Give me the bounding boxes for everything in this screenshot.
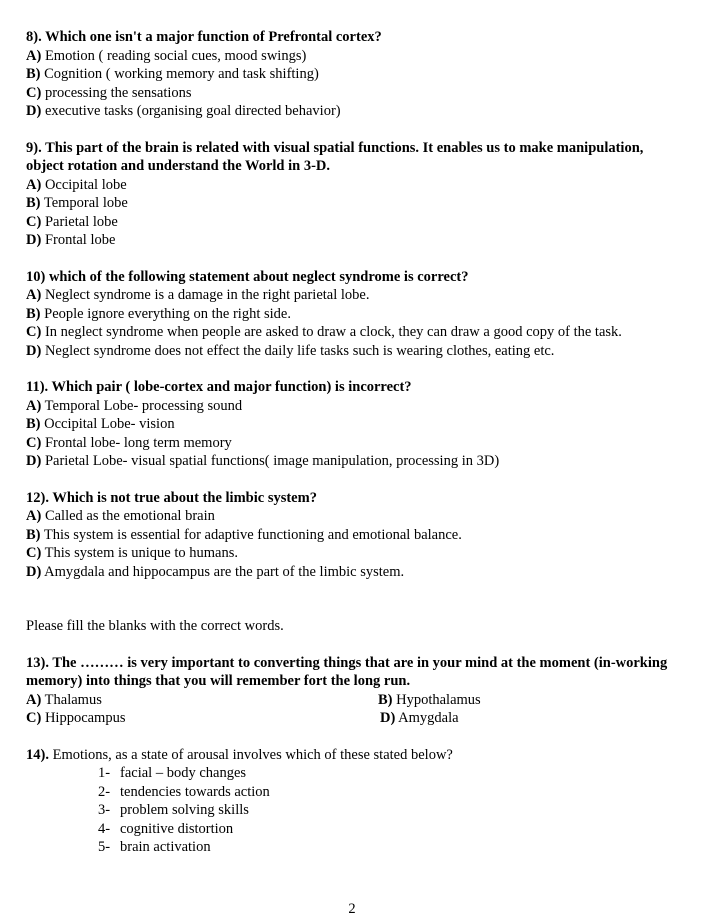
option-c: C) This system is unique to humans.	[26, 545, 239, 561]
question-11	[26, 378, 681, 471]
question-stem: 12). Which is not true about the limbic system?	[26, 489, 317, 506]
option-c: C) Parietal lobe	[26, 213, 118, 230]
question-stem: 13). The ……… is very important to converting things that are in your mind at the moment (in-working memory) into things that you will remember fort the long run.	[26, 654, 668, 689]
question-10	[26, 268, 681, 361]
option-b: B) Hypothalamus	[378, 691, 481, 708]
question-stem: 9). This part of the brain is related with visual spatial functions. It enables us to make manipulation, object rotation and understand the World in 3-D.	[26, 139, 644, 174]
list-item: 5- brain activation	[98, 839, 211, 855]
option-c: C) Frontal lobe- long term memory	[26, 434, 232, 451]
option-c: C) processing the sensations	[26, 84, 192, 101]
option-d: D) Neglect syndrome does not effect the daily life tasks such is wearing clothes, eating etc.	[26, 342, 555, 359]
option-c: C) Hippocampus	[26, 710, 126, 726]
option-b: B) People ignore everything on the right side.	[26, 305, 291, 322]
option-b: B) Cognition ( working memory and task shifting)	[26, 66, 319, 82]
exam-page	[26, 28, 681, 875]
option-a: A) Emotion ( reading social cues, mood swings)	[26, 47, 307, 64]
list-item: 3- problem solving skills	[98, 802, 249, 818]
option-a: A) Neglect syndrome is a damage in the right parietal lobe.	[26, 287, 370, 303]
page-number: 2	[348, 901, 356, 917]
fill-blanks-section	[26, 617, 681, 636]
option-d: D) Parietal Lobe- visual spatial functions( image manipulation, processing in 3D)	[26, 453, 500, 469]
option-d: D) Frontal lobe	[26, 232, 116, 248]
question-14	[26, 746, 681, 857]
option-d: D) executive tasks (organising goal directed behavior)	[26, 103, 341, 119]
option-c: C) In neglect syndrome when people are asked to draw a clock, they can draw a good copy of the task.	[26, 324, 622, 340]
question-stem: 8). Which one isn't a major function of Prefrontal cortex?	[26, 29, 382, 45]
list-item: 2- tendencies towards action	[98, 783, 270, 800]
question-stem: 11). Which pair ( lobe-cortex and major function) is incorrect?	[26, 379, 412, 395]
option-a: A) Called as the emotional brain	[26, 508, 215, 524]
question-stem: 10) which of the following statement about neglect syndrome is correct?	[26, 268, 469, 285]
option-a: A) Temporal Lobe- processing sound	[26, 397, 243, 414]
option-a: A) Thalamus	[26, 691, 102, 708]
option-b: B) Occipital Lobe- vision	[26, 416, 175, 432]
options-row-1	[26, 691, 681, 710]
question-8	[26, 28, 681, 121]
option-a: A) Occipital lobe	[26, 176, 127, 193]
option-d: D) Amygdala and hippocampus are the part of the limbic system.	[26, 563, 405, 580]
option-b: B) This system is essential for adaptive functioning and emotional balance.	[26, 526, 462, 543]
option-b: B) Temporal lobe	[26, 195, 128, 211]
list-item: 1- facial – body changes	[98, 765, 247, 781]
fill-instruction: Please fill the blanks with the correct words.	[26, 618, 284, 634]
list-item: 4- cognitive distortion	[98, 820, 234, 837]
option-d: D) Amygdala	[380, 710, 459, 726]
question-13	[26, 654, 681, 728]
question-12	[26, 489, 681, 582]
question-9	[26, 139, 681, 250]
options-row-2	[26, 709, 681, 728]
question-stem: 14). Emotions, as a state of arousal involves which of these stated below?	[26, 746, 453, 763]
item-list	[26, 764, 681, 857]
